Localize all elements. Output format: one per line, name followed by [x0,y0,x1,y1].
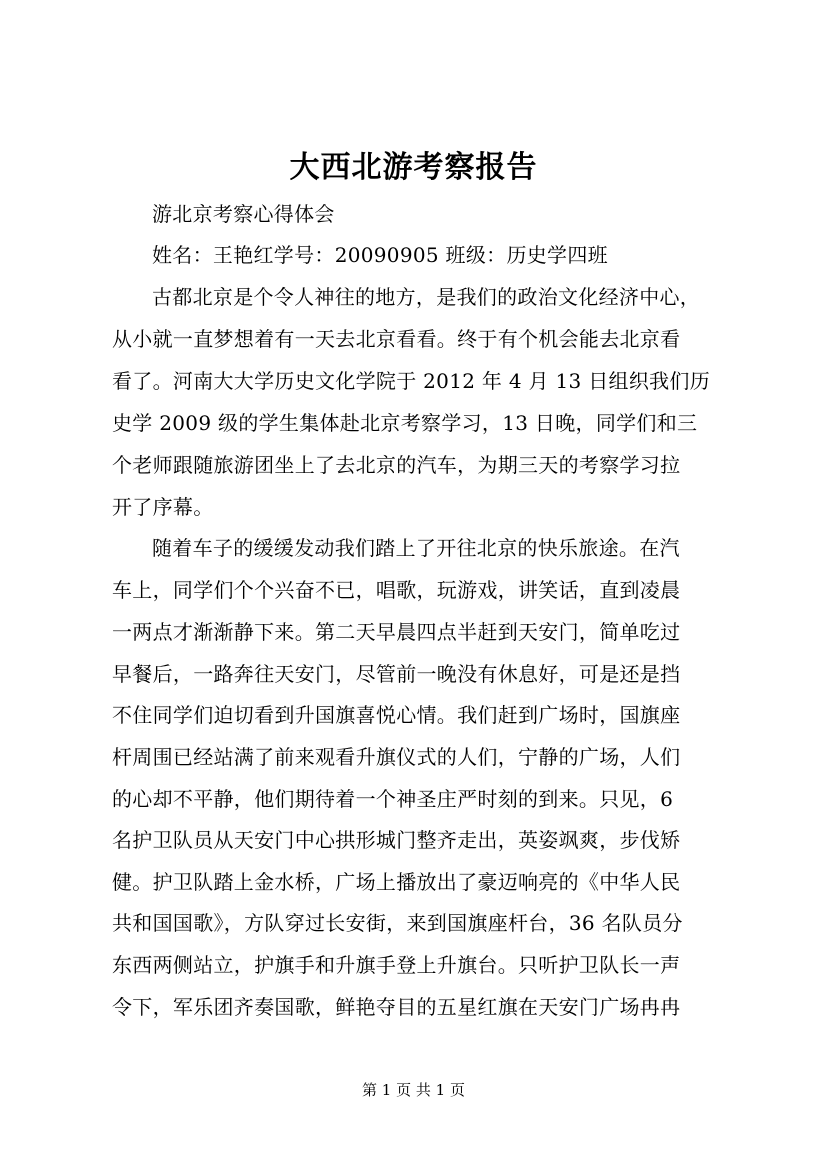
paragraph-line: 看了。河南大大学历史文化学院于 2012 年 4 月 13 日组织我们历 [112,369,711,393]
paragraph-line: 的心却不平静，他们期待着一个神圣庄严时刻的到来。只见，6 [112,787,674,811]
page-footer: 第 1 页 共 1 页 [362,1081,465,1099]
paragraph-line: 名护卫队员从天安门中心拱形城门整齐走出，英姿飒爽，步伐矫 [112,828,681,852]
paragraph-line: 开了序幕。 [112,495,214,519]
author-line: 姓名：王艳红学号：20090905 班级：历史学四班 [152,243,608,267]
paragraph-line: 史学 2009 级的学生集体赴北京考察学习，13 日晚，同学们和三 [112,411,698,435]
subtitle-line: 游北京考察心得体会 [152,202,335,226]
paragraph-line: 从小就一直梦想着有一天去北京看看。终于有个机会能去北京看 [112,327,681,351]
paragraph-line: 个老师跟随旅游团坐上了去北京的汽车，为期三天的考察学习拉 [112,453,681,477]
paragraph-line: 古都北京是个令人神往的地方，是我们的政治文化经济中心， [152,285,701,309]
paragraph-line: 健。护卫队踏上金水桥，广场上播放出了豪迈响亮的《中华人民 [112,870,681,894]
paragraph-line: 不住同学们迫切看到升国旗喜悦心情。我们赶到广场时，国旗座 [112,703,681,727]
paragraph-line: 随着车子的缓缓发动我们踏上了开往北京的快乐旅途。在汽 [152,536,680,560]
document-title: 大西北游考察报告 [289,150,538,185]
paragraph-line: 东西两侧站立，护旗手和升旗手登上升旗台。只听护卫队长一声 [112,953,681,977]
paragraph-line: 一两点才渐渐静下来。第二天早晨四点半赶到天安门，简单吃过 [112,620,681,644]
paragraph-line: 早餐后，一路奔往天安门，尽管前一晚没有休息好，可是还是挡 [112,662,681,686]
paragraph-line: 令下，军乐团齐奏国歌，鲜艳夺目的五星红旗在天安门广场冉冉 [112,995,681,1019]
paragraph-line: 杆周围已经站满了前来观看升旗仪式的人们，宁静的广场，人们 [112,745,681,769]
paragraph-line: 车上，同学们个个兴奋不已，唱歌，玩游戏，讲笑话，直到凌晨 [112,578,681,602]
paragraph-line: 共和国国歌》，方队穿过长安街，来到国旗座杆台，36 名队员分 [112,911,683,935]
